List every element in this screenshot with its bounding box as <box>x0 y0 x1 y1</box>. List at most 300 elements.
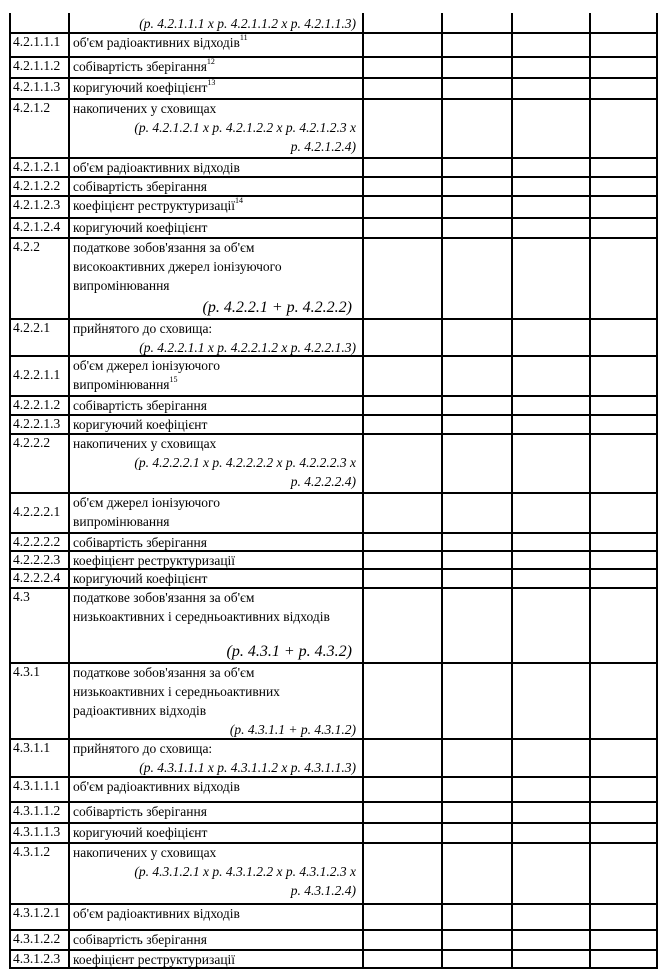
table-row <box>9 217 658 239</box>
row-description-cell <box>68 195 362 217</box>
description-text: об'єм джерел іонізуючого <box>73 358 220 373</box>
formula <box>73 118 358 156</box>
value-cell-4 <box>441 532 511 550</box>
row-code-cell <box>9 776 68 801</box>
value-cell-4 <box>441 414 511 433</box>
row-code: 4.2.2.1 <box>13 320 51 335</box>
value-cell-3 <box>362 395 441 414</box>
value-cell-4 <box>441 98 511 157</box>
value-cell-4 <box>441 433 511 492</box>
table-row <box>9 237 658 320</box>
value-cell-5 <box>511 662 589 738</box>
row-code: 4.2.1.2.2 <box>13 178 61 193</box>
description-text: коригуючий коефіцієнт <box>73 80 208 95</box>
value-cell-5 <box>511 318 589 355</box>
description-text: накопичених у сховищах <box>73 436 217 451</box>
table-row <box>9 32 658 58</box>
description-text: податкове зобов'язання за об'єм <box>73 590 255 605</box>
value-cell-6 <box>589 56 658 77</box>
row-code-cell <box>9 433 68 492</box>
description-text: коригуючий коефіцієнт <box>73 417 208 432</box>
value-cell-4 <box>441 157 511 176</box>
value-cell-5 <box>511 532 589 550</box>
row-code-cell <box>9 355 68 395</box>
row-code-cell <box>9 903 68 929</box>
description-text: накопичених у сховищах <box>73 845 217 860</box>
value-cell-5 <box>511 32 589 56</box>
formula <box>203 299 356 317</box>
row-code-cell <box>9 13 68 32</box>
value-cell-5 <box>511 550 589 568</box>
table-row <box>9 98 658 159</box>
description-text: коефіцієнт реструктуризації <box>73 198 236 213</box>
formula-line: (р. 4.2.1.2.1 х р. 4.2.1.2.2 х р. 4.2.1.2.3 х <box>134 120 356 135</box>
description-text: коригуючий коефіцієнт <box>73 220 208 235</box>
value-cell-3 <box>362 738 441 776</box>
value-cell-3 <box>362 237 441 318</box>
table-row <box>9 13 658 34</box>
table-row <box>9 157 658 178</box>
value-cell-3 <box>362 13 441 32</box>
formula-line: (р. 4.3.1.1.1 х р. 4.3.1.1.2 х р. 4.3.1.1.3) <box>139 760 356 775</box>
formula <box>73 720 358 739</box>
row-code: 4.2.1.1.1 <box>13 34 61 49</box>
value-cell-6 <box>589 929 658 949</box>
formula <box>73 862 358 900</box>
footnote-marker: 12 <box>206 57 215 66</box>
value-cell-3 <box>362 949 441 967</box>
description-line <box>73 196 358 215</box>
description-text: коефіцієнт реструктуризації <box>73 553 236 568</box>
value-cell-4 <box>441 587 511 662</box>
value-cell-4 <box>441 776 511 801</box>
description-line <box>73 512 358 531</box>
row-code: 4.2.1.1.3 <box>13 79 61 94</box>
value-cell-5 <box>511 217 589 237</box>
value-cell-3 <box>362 195 441 217</box>
description-line <box>73 375 358 394</box>
row-code: 4.2.2.1.1 <box>13 367 61 382</box>
description-line <box>73 493 358 512</box>
description-line <box>73 569 358 588</box>
table-row <box>9 414 658 435</box>
value-cell-3 <box>362 355 441 395</box>
row-code: 4.2.2.1.2 <box>13 397 61 412</box>
value-cell-3 <box>362 492 441 532</box>
row-code: 4.2.2.2.2 <box>13 534 61 549</box>
description-line <box>73 218 358 237</box>
value-cell-5 <box>511 776 589 801</box>
row-code-cell <box>9 532 68 550</box>
value-cell-6 <box>589 949 658 967</box>
row-code: 4.2.1.2.1 <box>13 159 61 174</box>
value-cell-4 <box>441 13 511 32</box>
value-cell-3 <box>362 776 441 801</box>
value-cell-5 <box>511 237 589 318</box>
description-text: випромінювання <box>73 377 170 392</box>
row-description-cell <box>68 433 362 492</box>
value-cell-3 <box>362 98 441 157</box>
description-text: собівартість зберігання <box>73 932 207 947</box>
formula-line: (р. 4.3.1.1 + р. 4.3.1.2) <box>229 722 356 737</box>
row-description-cell <box>68 98 362 157</box>
value-cell-3 <box>362 903 441 929</box>
row-code-cell <box>9 157 68 176</box>
row-description-cell <box>68 395 362 414</box>
description-text: випромінювання <box>73 278 170 293</box>
description-line <box>73 177 358 196</box>
description-text: об'єм радіоактивних відходів <box>73 906 240 921</box>
value-cell-6 <box>589 32 658 56</box>
row-code: 4.3.1.2 <box>13 844 51 859</box>
value-cell-5 <box>511 842 589 903</box>
row-code-cell <box>9 662 68 738</box>
value-cell-5 <box>511 801 589 822</box>
description-text: низькоактивних і середньоактивних <box>73 684 280 699</box>
table-row <box>9 355 658 397</box>
table-row <box>9 738 658 778</box>
value-cell-4 <box>441 77 511 98</box>
row-code: 4.2.1.2.3 <box>13 197 61 212</box>
description-line <box>73 57 358 76</box>
description-text: податкове зобов'язання за об'єм <box>73 240 255 255</box>
description-line <box>73 843 358 862</box>
value-cell-5 <box>511 903 589 929</box>
table-row <box>9 56 658 79</box>
row-code-cell <box>9 56 68 77</box>
row-code-cell <box>9 237 68 318</box>
value-cell-4 <box>441 237 511 318</box>
description-text: накопичених у сховищах <box>73 101 217 116</box>
value-cell-3 <box>362 217 441 237</box>
value-cell-3 <box>362 56 441 77</box>
row-description-cell <box>68 157 362 176</box>
row-description-cell <box>68 550 362 568</box>
value-cell-4 <box>441 176 511 195</box>
description-line <box>73 904 358 923</box>
value-cell-4 <box>441 929 511 949</box>
row-code-cell <box>9 568 68 587</box>
description-line <box>73 930 358 949</box>
value-cell-3 <box>362 532 441 550</box>
formula <box>227 643 356 661</box>
row-code-cell <box>9 77 68 98</box>
value-cell-6 <box>589 395 658 414</box>
row-description-cell <box>68 929 362 949</box>
value-cell-5 <box>511 13 589 32</box>
value-cell-4 <box>441 355 511 395</box>
row-description-cell <box>68 237 362 318</box>
row-description-cell <box>68 822 362 842</box>
description-text: собівартість зберігання <box>73 179 207 194</box>
table-row <box>9 801 658 824</box>
value-cell-5 <box>511 56 589 77</box>
value-cell-6 <box>589 318 658 355</box>
value-cell-5 <box>511 395 589 414</box>
row-code-cell <box>9 587 68 662</box>
formula <box>73 453 358 491</box>
description-line <box>73 823 358 842</box>
value-cell-6 <box>589 13 658 32</box>
row-description-cell <box>68 903 362 929</box>
value-cell-5 <box>511 738 589 776</box>
table-row <box>9 176 658 197</box>
value-cell-5 <box>511 822 589 842</box>
row-description-cell <box>68 492 362 532</box>
row-description-cell <box>68 355 362 395</box>
value-cell-4 <box>441 217 511 237</box>
table-row <box>9 77 658 100</box>
description-text: коригуючий коефіцієнт <box>73 825 208 840</box>
value-cell-4 <box>441 903 511 929</box>
value-cell-4 <box>441 949 511 967</box>
value-cell-5 <box>511 195 589 217</box>
value-cell-3 <box>362 550 441 568</box>
description-line <box>73 588 358 607</box>
value-cell-5 <box>511 949 589 967</box>
value-cell-4 <box>441 395 511 414</box>
value-cell-3 <box>362 318 441 355</box>
row-code: 4.2.2.2 <box>13 435 51 450</box>
value-cell-3 <box>362 157 441 176</box>
value-cell-4 <box>441 568 511 587</box>
value-cell-5 <box>511 587 589 662</box>
value-cell-6 <box>589 176 658 195</box>
value-cell-3 <box>362 568 441 587</box>
footnote-marker: 11 <box>239 33 248 42</box>
value-cell-6 <box>589 414 658 433</box>
description-text: низькоактивних і середньоактивних відходів <box>73 609 330 624</box>
row-code-cell <box>9 217 68 237</box>
value-cell-6 <box>589 738 658 776</box>
row-description-cell <box>68 13 362 32</box>
value-cell-6 <box>589 355 658 395</box>
row-code: 4.3.1.2.1 <box>13 905 61 920</box>
description-text: собівартість зберігання <box>73 804 207 819</box>
formula <box>73 14 358 33</box>
row-code-cell <box>9 414 68 433</box>
table-row <box>9 550 658 570</box>
description-text: об'єм джерел іонізуючого <box>73 495 220 510</box>
formula-line: (р. 4.2.2.2.1 х р. 4.2.2.2.2 х р. 4.2.2.2.3 х <box>134 455 356 470</box>
value-cell-6 <box>589 801 658 822</box>
description-text: об'єм радіоактивних відходів <box>73 35 240 50</box>
row-description-cell <box>68 568 362 587</box>
description-text: об'єм радіоактивних відходів <box>73 779 240 794</box>
row-code-cell <box>9 842 68 903</box>
table-row <box>9 318 658 357</box>
description-line <box>73 78 358 97</box>
description-line <box>73 276 358 295</box>
row-code-cell <box>9 738 68 776</box>
row-code-cell <box>9 492 68 532</box>
description-text: податкове зобов'язання за об'єм <box>73 665 255 680</box>
description-text: високоактивних джерел іонізуючого <box>73 259 282 274</box>
value-cell-6 <box>589 433 658 492</box>
formula-line: (р. 4.3.1.2.1 х р. 4.3.1.2.2 х р. 4.3.1.2.3 х <box>134 864 356 879</box>
value-cell-6 <box>589 492 658 532</box>
description-text: коефіцієнт реструктуризації <box>73 952 236 967</box>
row-code: 4.3.1.1.2 <box>13 803 61 818</box>
description-line <box>73 663 358 682</box>
value-cell-6 <box>589 217 658 237</box>
value-cell-6 <box>589 903 658 929</box>
row-description-cell <box>68 587 362 662</box>
value-cell-4 <box>441 318 511 355</box>
row-code-cell <box>9 98 68 157</box>
value-cell-6 <box>589 237 658 318</box>
row-code: 4.2.2 <box>13 239 40 254</box>
row-code-cell <box>9 949 68 967</box>
description-line <box>73 33 358 52</box>
value-cell-6 <box>589 157 658 176</box>
table-row <box>9 903 658 931</box>
value-cell-3 <box>362 587 441 662</box>
description-line <box>73 238 358 257</box>
row-description-cell <box>68 32 362 56</box>
row-description-cell <box>68 56 362 77</box>
row-code-cell <box>9 550 68 568</box>
row-code: 4.2.2.2.1 <box>13 504 61 519</box>
value-cell-3 <box>362 822 441 842</box>
description-line <box>73 319 358 338</box>
formula-line: (р. 4.3.1 + р. 4.3.2) <box>226 643 352 660</box>
table-row <box>9 492 658 534</box>
value-cell-6 <box>589 842 658 903</box>
table-row <box>9 949 658 969</box>
table-row <box>9 568 658 589</box>
row-code-cell <box>9 929 68 949</box>
row-code: 4.2.1.1.2 <box>13 58 61 73</box>
table-row <box>9 195 658 219</box>
value-cell-6 <box>589 98 658 157</box>
value-cell-4 <box>441 550 511 568</box>
value-cell-3 <box>362 662 441 738</box>
value-cell-5 <box>511 492 589 532</box>
description-line <box>73 158 358 177</box>
value-cell-4 <box>441 842 511 903</box>
value-cell-3 <box>362 929 441 949</box>
formula-line: (р. 4.2.2.1 + р. 4.2.2.2) <box>202 299 352 316</box>
value-cell-6 <box>589 568 658 587</box>
value-cell-6 <box>589 776 658 801</box>
row-code-cell <box>9 176 68 195</box>
value-cell-5 <box>511 355 589 395</box>
description-text: прийнятого до сховища: <box>73 321 213 336</box>
row-description-cell <box>68 532 362 550</box>
value-cell-3 <box>362 801 441 822</box>
row-description-cell <box>68 414 362 433</box>
row-code-cell <box>9 801 68 822</box>
row-description-cell <box>68 217 362 237</box>
table-row <box>9 395 658 416</box>
description-line <box>73 434 358 453</box>
formula <box>73 758 358 777</box>
row-code-cell <box>9 195 68 217</box>
value-cell-5 <box>511 414 589 433</box>
row-code: 4.2.2.2.3 <box>13 552 61 567</box>
row-code: 4.3.1.1 <box>13 740 51 755</box>
description-line <box>73 739 358 758</box>
row-code: 4.2.2.1.3 <box>13 416 61 431</box>
row-code-cell <box>9 32 68 56</box>
description-text: об'єм радіоактивних відходів <box>73 160 240 175</box>
table-row <box>9 822 658 844</box>
table-row <box>9 532 658 552</box>
description-text: собівартість зберігання <box>73 535 207 550</box>
table-row <box>9 929 658 951</box>
row-description-cell <box>68 318 362 355</box>
value-cell-5 <box>511 77 589 98</box>
value-cell-3 <box>362 433 441 492</box>
description-line <box>73 607 358 626</box>
value-cell-4 <box>441 56 511 77</box>
value-cell-5 <box>511 157 589 176</box>
description-line <box>73 396 358 415</box>
row-description-cell <box>68 949 362 967</box>
row-code <box>11 13 68 14</box>
value-cell-5 <box>511 433 589 492</box>
formula-line: р. 4.2.2.2.4) <box>290 474 356 489</box>
description-line <box>73 950 358 969</box>
row-code-cell <box>9 318 68 355</box>
value-cell-4 <box>441 492 511 532</box>
description-line <box>73 802 358 821</box>
value-cell-6 <box>589 550 658 568</box>
formula-line: р. 4.2.1.2.4) <box>290 139 356 154</box>
value-cell-5 <box>511 568 589 587</box>
row-description-cell <box>68 77 362 98</box>
description-text: собівартість зберігання <box>73 398 207 413</box>
description-text: собівартість зберігання <box>73 59 207 74</box>
row-code-cell <box>9 395 68 414</box>
description-text: прийнятого до сховища: <box>73 741 213 756</box>
row-code-cell <box>9 822 68 842</box>
value-cell-5 <box>511 98 589 157</box>
row-code: 4.3.1.1.3 <box>13 824 61 839</box>
value-cell-3 <box>362 176 441 195</box>
row-description-cell <box>68 776 362 801</box>
value-cell-6 <box>589 587 658 662</box>
footnote-marker: 15 <box>169 375 178 384</box>
description-line <box>73 701 358 720</box>
description-line <box>73 356 358 375</box>
formula-line: (р. 4.2.2.1.1 х р. 4.2.2.1.2 х р. 4.2.2.1.3) <box>139 340 356 355</box>
value-cell-3 <box>362 77 441 98</box>
row-description-cell <box>68 662 362 738</box>
description-line <box>73 777 358 796</box>
description-line <box>73 682 358 701</box>
description-line <box>73 415 358 434</box>
table-row <box>9 662 658 740</box>
value-cell-4 <box>441 738 511 776</box>
value-cell-4 <box>441 822 511 842</box>
formula-line: р. 4.3.1.2.4) <box>290 883 356 898</box>
value-cell-4 <box>441 32 511 56</box>
value-cell-6 <box>589 822 658 842</box>
table-row <box>9 776 658 803</box>
row-description-cell <box>68 801 362 822</box>
formula-line: (р. 4.2.1.1.1 х р. 4.2.1.1.2 х р. 4.2.1.1.3) <box>139 16 356 31</box>
footnote-marker: 13 <box>207 78 216 87</box>
description-text: радіоактивних відходів <box>73 703 207 718</box>
row-code: 4.2.2.2.4 <box>13 570 61 585</box>
row-code: 4.3 <box>13 589 30 604</box>
row-code: 4.3.1.2.3 <box>13 951 61 966</box>
table-row <box>9 433 658 494</box>
value-cell-3 <box>362 32 441 56</box>
row-description-cell <box>68 842 362 903</box>
